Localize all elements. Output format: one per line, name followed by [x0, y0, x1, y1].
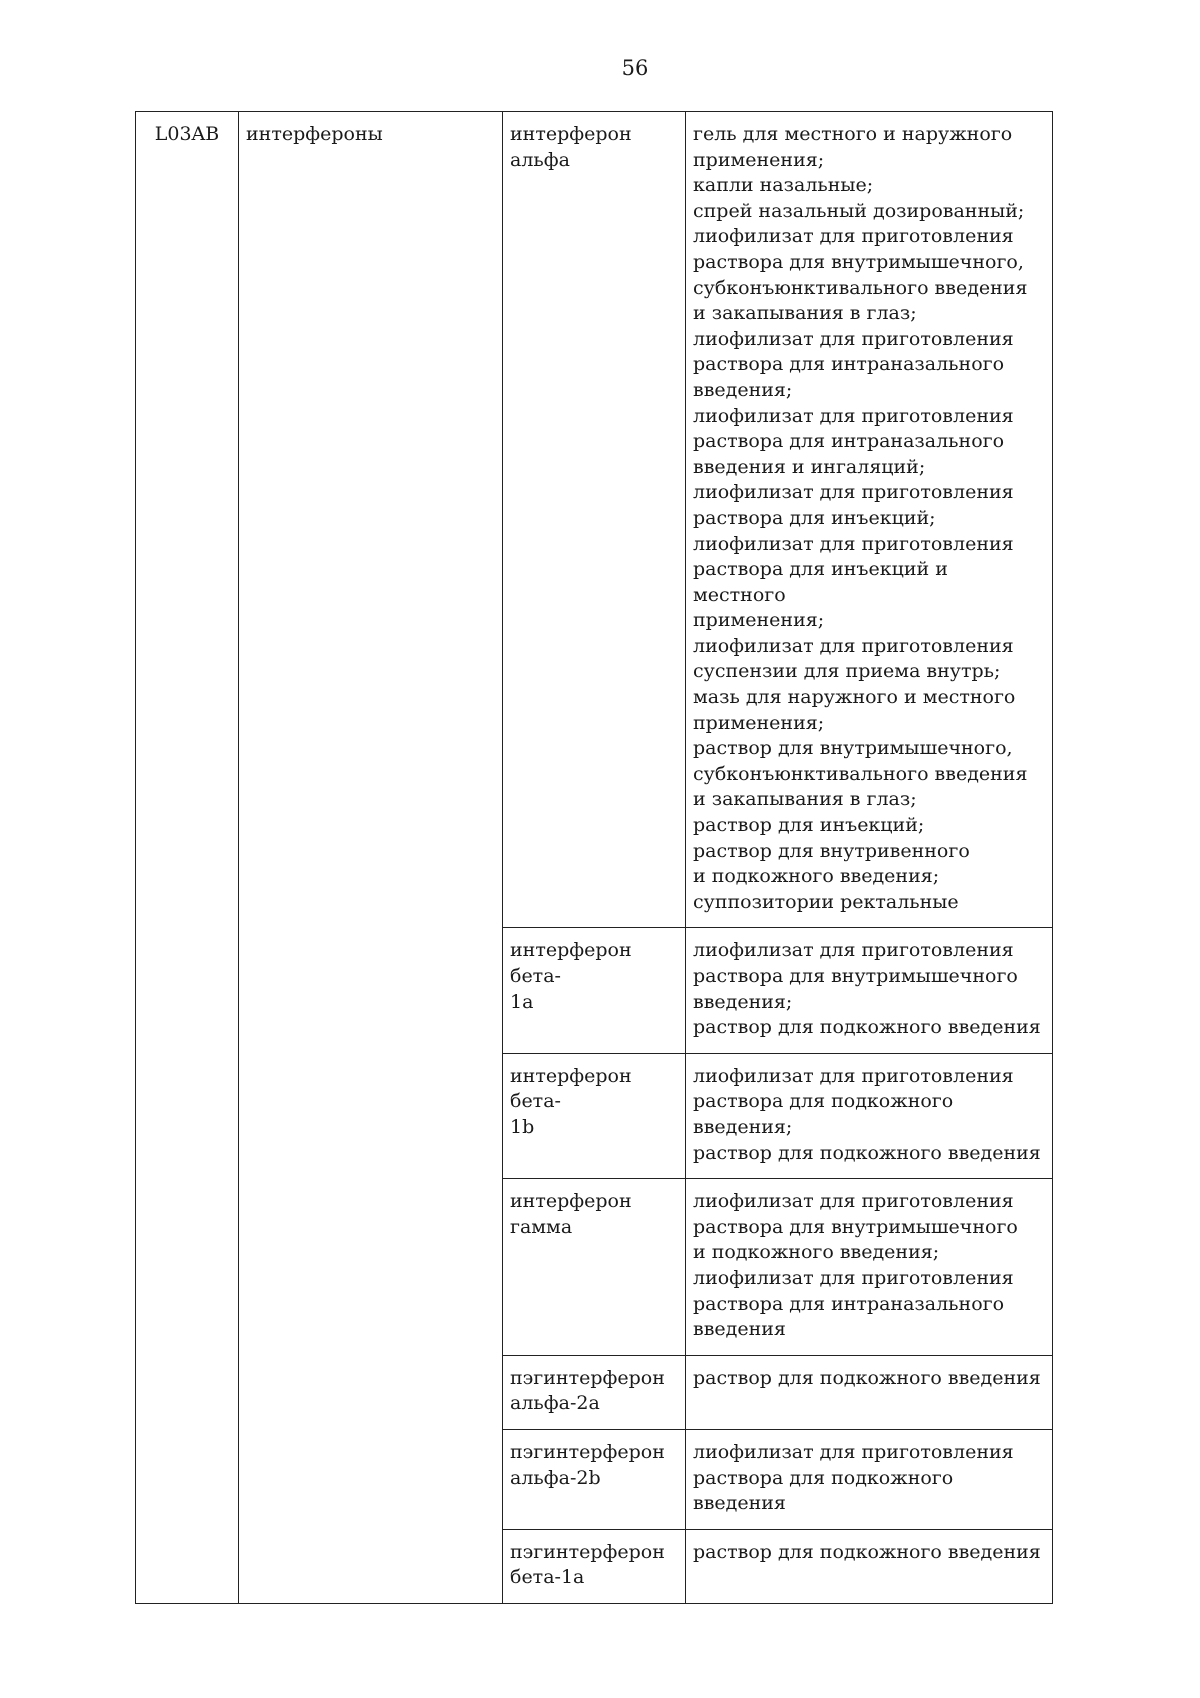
- drug-name-cell: пэгинтерферон бета-1a: [503, 1529, 686, 1603]
- page-number: 56: [621, 56, 649, 80]
- dosage-forms-cell: лиофилизат для приготовления раствора для подкожного введения: [686, 1429, 1053, 1529]
- drug-table: [135, 111, 1053, 1604]
- dosage-forms-cell: раствор для подкожного введения: [686, 1529, 1053, 1603]
- dosage-forms-cell: раствор для подкожного введения: [686, 1355, 1053, 1429]
- drug-name-cell: интерферон гамма: [503, 1179, 686, 1356]
- group-name-cell: интерфероны: [239, 112, 503, 1604]
- dosage-forms-cell: лиофилизат для приготовления раствора для подкожного введения; раствор для подкожного введения: [686, 1053, 1053, 1178]
- dosage-forms-cell: лиофилизат для приготовления раствора для внутримышечного введения; раствор для подкожного введения: [686, 928, 1053, 1053]
- drug-name-cell: интерферон бета- 1b: [503, 1053, 686, 1178]
- drug-name-cell: интерферон альфа: [503, 112, 686, 928]
- drug-name-cell: интерферон бета- 1a: [503, 928, 686, 1053]
- drug-name-cell: пэгинтерферон альфа-2b: [503, 1429, 686, 1529]
- dosage-forms-cell: лиофилизат для приготовления раствора для внутримышечного и подкожного введения; лиофилизат для приготовления раствора для интраназального введения: [686, 1179, 1053, 1356]
- table-row: [136, 112, 1053, 928]
- dosage-forms-cell: гель для местного и наружного применения; капли назальные; спрей назальный дозированный; лиофилизат для приготовления раствора для внутримышечного, субконъюнктивального введения и закапывания в глаз; лиофилизат для приготовления раствора для интраназального введения; лиофилизат для приготовления раствора для интраназального введения и ингаляций; лиофилизат для приготовления раствора для инъекций; лиофилизат для приготовления раствора для инъекций и местного применения; лиофилизат для приготовления суспензии для приема внутрь; мазь для наружного и местного применения; раствор для внутримышечного, субконъюнктивального введения и закапывания в глаз; раствор для инъекций; раствор для внутривенного и подкожного введения; суппозитории ректальные: [686, 112, 1053, 928]
- drug-name-cell: пэгинтерферон альфа-2a: [503, 1355, 686, 1429]
- atc-code-cell: L03AB: [136, 112, 239, 1604]
